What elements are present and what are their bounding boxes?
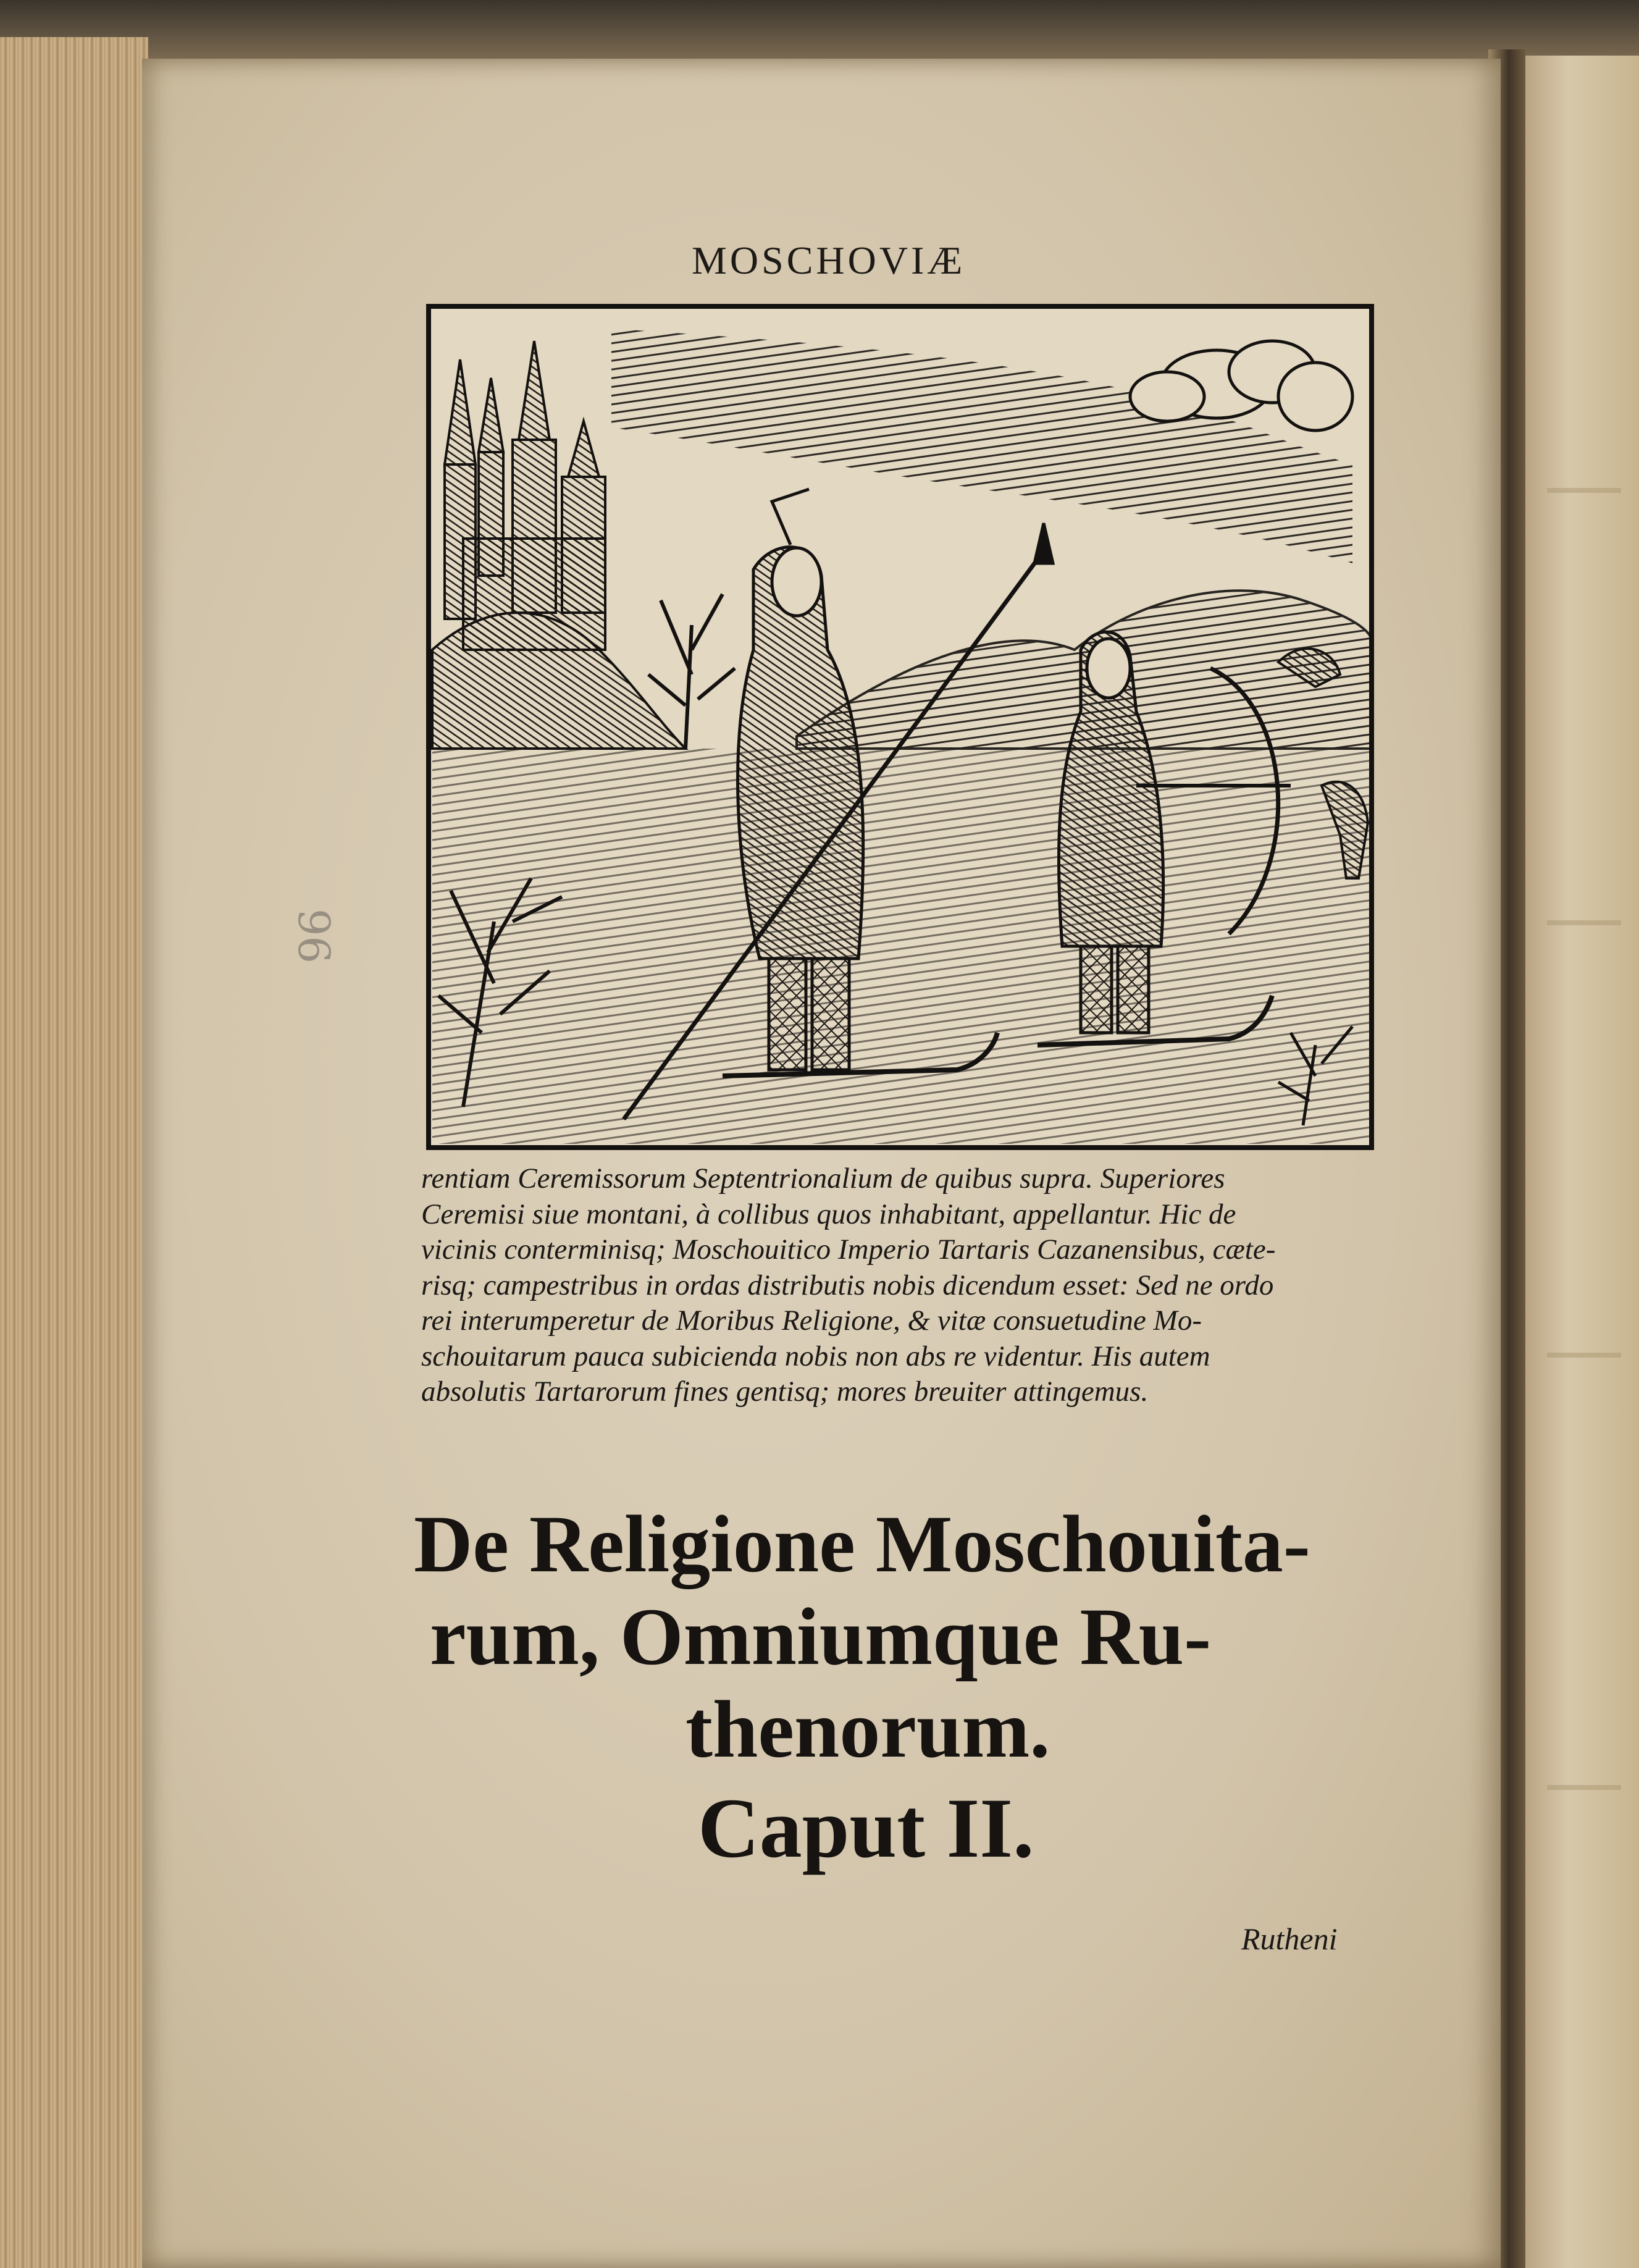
facing-page	[1522, 56, 1639, 2268]
body-line: schouitarum pauca subicienda nobis non abs re videntur. His autem	[421, 1340, 1210, 1372]
body-line: risq; campestribus in ordas distributis nobis dicendum esset: Sed ne ordo	[421, 1269, 1274, 1301]
chapter-title-line: thenorum.	[685, 1684, 1050, 1774]
page-stack-edge	[0, 37, 148, 2268]
woodcut-illustration	[426, 304, 1374, 1150]
body-line: rentiam Ceremissorum Septentrionalium de quibus supra. Superiores	[421, 1162, 1225, 1195]
chapter-title	[414, 1498, 1414, 1776]
body-line: Ceremisi siue montani, à collibus quos inhabitant, appellantur. Hic de	[421, 1198, 1236, 1230]
chapter-title-line: De Religione Moschouita-	[414, 1498, 1310, 1589]
body-line: vicinis conterminisq; Moschouitico Imperio Tartaris Cazanensibus, cæte-	[421, 1233, 1276, 1266]
catchword: Rutheni	[1241, 1922, 1338, 1956]
running-head: MOSCHOVIÆ	[692, 238, 966, 282]
body-line: absolutis Tartarorum fines gentisq; mores breuiter attingemus.	[421, 1376, 1149, 1408]
body-text	[421, 1161, 1385, 1410]
pencil-annotation: 96	[290, 908, 341, 964]
chapter-number: Caput II.	[698, 1781, 1034, 1875]
body-line: rei interumperetur de Moribus Religione, & vitæ consuetudine Mo-	[421, 1304, 1202, 1337]
chapter-title-line: rum, Omniumque Ru-	[430, 1591, 1212, 1682]
